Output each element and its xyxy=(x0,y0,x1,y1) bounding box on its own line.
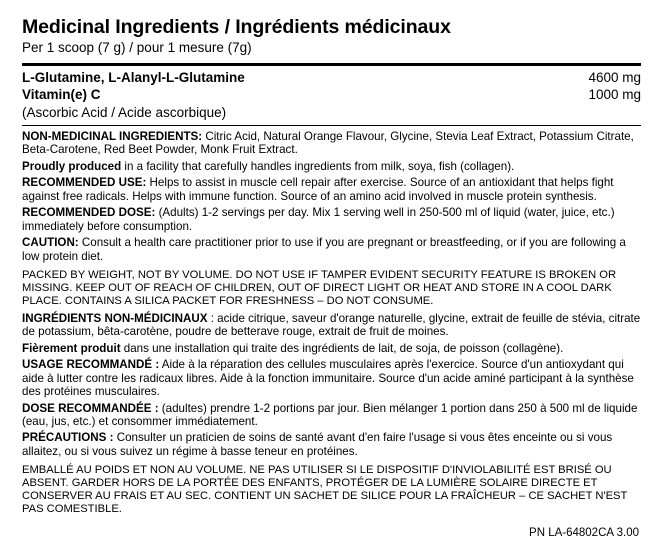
caution-label-en: CAUTION: xyxy=(22,236,79,250)
caution-text-en: Consult a health care practitioner prior to use if you are pregnant or breastfeeding, or if you are following a low protein diet. xyxy=(22,236,626,263)
precautions-text-fr: Consulter un praticien de soins de santé avant d'en faire l'usage si vous êtes enceinte ou si vous allaitez, ou si vous suivez un régime à basse teneur en protéines. xyxy=(22,431,613,458)
facility-label-fr: Fièrement produit xyxy=(22,341,121,355)
french-section xyxy=(22,312,641,516)
nutrient-amount: 1000 mg xyxy=(588,87,641,103)
usage-text-fr: Aide à la réparation des cellules musculaires après l'exercice. Source d'un antioxydant qui aide à lutter contre les radicaux libres. Aide à la fonction immunitaire. Source d'un acide aminé participant à la synthèse des protéines musculaires. xyxy=(22,358,634,399)
nutrient-name: (Ascorbic Acid / Acide ascorbique) xyxy=(22,105,227,121)
non-medicinal-ingredients-en xyxy=(22,130,641,157)
recommended-use-en xyxy=(22,176,641,203)
nutrient-amount: 4600 mg xyxy=(588,69,641,85)
facility-label-en: Proudly produced xyxy=(22,159,122,173)
usage-fr xyxy=(22,358,641,398)
recommended-dose-en xyxy=(22,206,641,233)
table-row xyxy=(22,86,641,104)
recommended-dose-text-en: (Adults) 1-2 servings per day. Mix 1 serving well in 250-500 ml of liquid (water, juice, etc.) immediately before consumption. xyxy=(22,206,615,233)
divider-thin xyxy=(22,125,641,126)
panel-title: Medicinal Ingredients / Ingrédients médicinaux xyxy=(22,16,451,38)
caution-en xyxy=(22,236,641,263)
recommended-dose-label-en: RECOMMENDED DOSE: xyxy=(22,206,156,220)
recommended-use-label-en: RECOMMENDED USE: xyxy=(22,176,147,190)
nutrient-name: Vitamin(e) C xyxy=(22,87,101,103)
nutrient-table xyxy=(22,69,641,122)
usage-label-fr: USAGE RECOMMANDÉ : xyxy=(22,358,160,372)
precautions-label-fr: PRÉCAUTIONS : xyxy=(22,431,114,445)
recommended-use-text-en: Helps to assist in muscle cell repair after exercise. Source of an antioxidant that helps fight against free radicals. Helps with immune function. Source of an amino acid involved in muscle protein synthesis. xyxy=(22,176,614,203)
facility-statement-fr xyxy=(22,342,641,355)
facility-text-fr: dans une installation qui traite des ingrédients de lait, de soja, de poisson (collagène). xyxy=(120,341,564,355)
non-medicinal-text-en: Citric Acid, Natural Orange Flavour, Glycine, Stevia Leaf Extract, Potassium Citrate, Beta-Carotene, Red Beet Powder, Monk Fruit Extract. xyxy=(22,130,634,157)
warning-en: PACKED BY WEIGHT, NOT BY VOLUME. DO NOT USE IF TAMPER EVIDENT SECURITY FEATURE IS BROKEN OR MISSING. KEEP OUT OF REACH OF CHILDREN, OUT OF DIRECT LIGHT OR HEAT AND STORE IN A COOL DARK PLACE. CONTAINS A SILICA PACKET FOR FRESHNESS – DO NOT CONSUME. xyxy=(22,268,617,307)
non-medicinal-ingredients-fr xyxy=(22,312,641,339)
non-medicinal-label-en: NON-MEDICINAL INGREDIENTS: xyxy=(22,130,203,144)
table-row xyxy=(22,104,641,122)
table-row xyxy=(22,69,641,87)
nutrient-table-wrap xyxy=(22,66,641,125)
warning-fr: EMBALLÉ AU POIDS ET NON AU VOLUME. NE PAS UTILISER SI LE DISPOSITIF D'INVIOLABILITÉ EST BRISÉ OU ABSENT. GARDER HORS DE LA PORTÉE DES ENFANTS, PROTÉGER DE LA LUMIÈRE SOLAIRE DIRECTE ET CONSERVER AU FRAIS ET AU SEC. CONTIENT UN SACHET DE SILICE POUR LA FRAÎCHEUR – CE SACHET N'EST PAS COMESTIBLE. xyxy=(22,464,628,516)
serving-size-text: Per 1 scoop (7 g) / pour 1 mesure (7g) xyxy=(22,40,252,56)
nutrient-amount xyxy=(523,104,641,122)
english-section xyxy=(22,130,641,308)
dose-label-fr: DOSE RECOMMANDÉE : xyxy=(22,401,159,415)
product-code: PN LA-64802CA 3.00 xyxy=(529,527,639,539)
precautions-fr xyxy=(22,431,641,458)
facility-statement-en xyxy=(22,160,641,173)
facility-text-en: in a facility that carefully handles ingredients from milk, soya, fish (collagen). xyxy=(121,159,515,173)
dose-fr xyxy=(22,402,641,429)
dose-text-fr: (adultes) prendre 1-2 portions par jour. Bien mélanger 1 portion dans 250 à 500 ml de liquide (eau, jus, etc.) et consommer immédiatement. xyxy=(22,401,638,428)
nutrient-name: L-Glutamine, L-Alanyl-L-Glutamine xyxy=(22,69,245,85)
non-medicinal-label-fr: INGRÉDIENTS NON-MÉDICINAUX xyxy=(22,311,208,325)
non-medicinal-text-fr: : acide citrique, saveur d'orange naturelle, glycine, extrait de feuille de stévia, citrate de potassium, bêta-carotène, poudre de betterave rouge, extrait de fruit de moines. xyxy=(22,311,641,339)
